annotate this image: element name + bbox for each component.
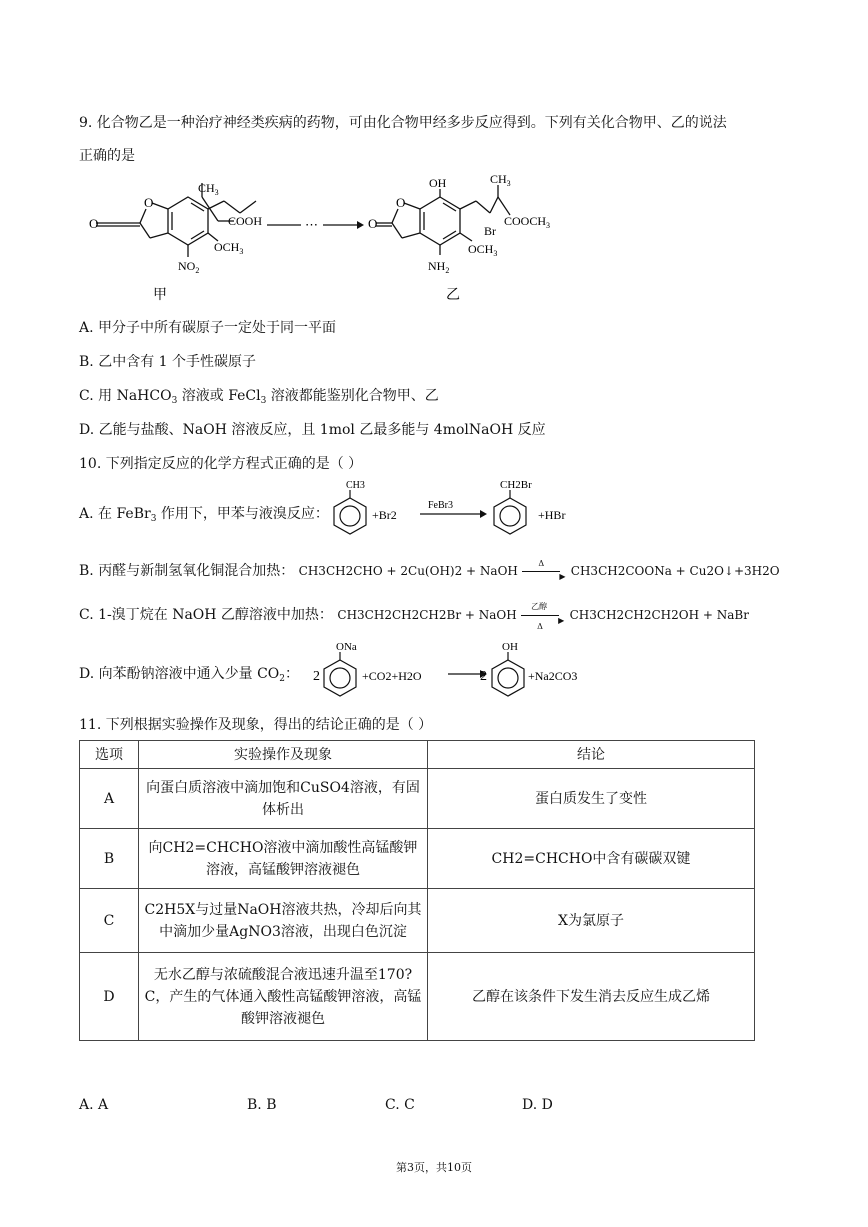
q9-option-d: D. 乙能与盐酸、NaOH 溶液反应，且 1mol 乙最多能与 4molNaOH 反应 — [79, 422, 546, 438]
svg-text:OH: OH — [429, 176, 447, 190]
svg-text:2: 2 — [480, 669, 487, 684]
jia-label: 甲 — [153, 288, 167, 303]
svg-text:CH3: $CH_3$ — [198, 181, 219, 197]
structure-jia — [78, 175, 278, 305]
q10-option-c: C. 1-溴丁烷在 NaOH 乙醇溶液中加热： CH3CH2CH2CH2Br + NaOH 乙醇 ▶ Δ CH3CH2CH2CH2OH + NaBr — [79, 602, 749, 631]
q9-stem-line2: 正确的是 — [79, 148, 135, 164]
q11-choice-d: D. D — [522, 1097, 553, 1113]
q9-option-a: A. 甲分子中所有碳原子一定处于同一平面 — [79, 320, 337, 336]
svg-text:NH2: $NH_2$ — [428, 259, 450, 275]
svg-text:O: O — [368, 216, 378, 231]
svg-text:乙: 乙 — [446, 288, 460, 303]
svg-text:2: 2 — [313, 669, 320, 684]
page-footer: 第3页，共10页 — [396, 1161, 472, 1174]
svg-text:Br: Br — [484, 224, 496, 238]
svg-text:OCH3: $OCH_3$ — [214, 240, 244, 256]
q10-option-b: B. 丙醛与新制氢氧化铜混合加热： CH3CH2CHO + 2Cu(OH)2 + NaOH Δ ▶ CH3CH2COONa + Cu2O↓+3H2O — [79, 559, 780, 581]
svg-text:NO2: $NO_2$ — [178, 259, 200, 275]
q11-choice-c: C. C — [385, 1097, 415, 1113]
jia-cooh: COOH — [228, 214, 263, 228]
table-row: B 向CH2=CHCHO溶液中滴加酸性高锰酸钾溶液，高锰酸钾溶液褪色 CH2=CHCHO中含有碳碳双键 — [80, 829, 755, 889]
table-row: C C2H5X与过量NaOH溶液共热，冷却后向其中滴加少量AgNO3溶液，出现白色沉淀 X为氯原子 — [80, 889, 755, 953]
q11-choice-a: A. A — [79, 1097, 109, 1113]
svg-text:CH3: $CH_3$ — [490, 175, 511, 188]
jia-carbonyl-o: O — [89, 216, 99, 231]
svg-text:ONa: ONa — [336, 641, 357, 653]
svg-text:OH: OH — [502, 641, 518, 653]
q9-stem-line1: 9. 化合物乙是一种治疗神经类疾病的药物，可由化合物甲经多步反应得到。下列有关化合物甲、乙的说法 — [79, 115, 727, 131]
q9-option-c: C. 用 NaHCO$_3$ 溶液或 FeCl$_3$ 溶液都能鉴别化合物甲、乙 — [79, 388, 439, 406]
svg-text:+Br2: +Br2 — [372, 508, 397, 522]
svg-text:CH2Br: CH2Br — [500, 479, 532, 491]
q11-choice-b: B. B — [247, 1097, 277, 1113]
q10-option-a-text: A. 在 FeBr$_3$ 作用下，甲苯与液溴反应： — [79, 506, 329, 524]
svg-text:O: O — [396, 195, 406, 210]
jia-ring-o: O — [144, 195, 154, 210]
svg-text:+CO2+H2O: +CO2+H2O — [362, 669, 422, 683]
svg-text:COOCH3: $COOCH_3$ — [504, 214, 551, 230]
q11-stem: 11. 下列根据实验操作及现象，得出的结论正确的是（ ） — [79, 717, 433, 733]
svg-text:+HBr: +HBr — [538, 508, 566, 522]
table-header-row: 选项 实验操作及现象 结论 — [80, 741, 755, 769]
table-row: D 无水乙醇与浓硫酸混合液迅速升温至170?C，产生的气体通入酸性高锰酸钾溶液，高锰酸钾溶液褪色 乙醇在该条件下发生消去反应生成乙烯 — [80, 953, 755, 1041]
q9-option-b: B. 乙中含有 1 个手性碳原子 — [79, 354, 256, 370]
ethanol-heat-arrow: 乙醇 ▶ Δ — [521, 608, 565, 622]
svg-text:⋯: ⋯ — [305, 217, 318, 232]
experiment-table — [79, 740, 755, 1041]
q10-option-d-equation — [310, 638, 610, 708]
svg-text:+Na2CO3: +Na2CO3 — [528, 669, 578, 683]
structure-yi — [360, 175, 570, 305]
q9-reaction-arrow — [265, 215, 365, 235]
heat-arrow: Δ ▶ — [522, 564, 566, 578]
svg-text:CH3: CH3 — [346, 480, 365, 491]
q10-stem: 10. 下列指定反应的化学方程式正确的是（ ） — [79, 456, 363, 472]
svg-text:OCH3: $OCH_3$ — [468, 242, 498, 258]
q10-option-a-equation — [330, 478, 590, 548]
svg-text:FeBr3: FeBr3 — [428, 500, 453, 511]
q10-option-d-text: D. 向苯酚钠溶液中通入少量 $CO_2$： — [79, 666, 299, 684]
table-row: A 向蛋白质溶液中滴加饱和CuSO4溶液，有固体析出 蛋白质发生了变性 — [80, 769, 755, 829]
